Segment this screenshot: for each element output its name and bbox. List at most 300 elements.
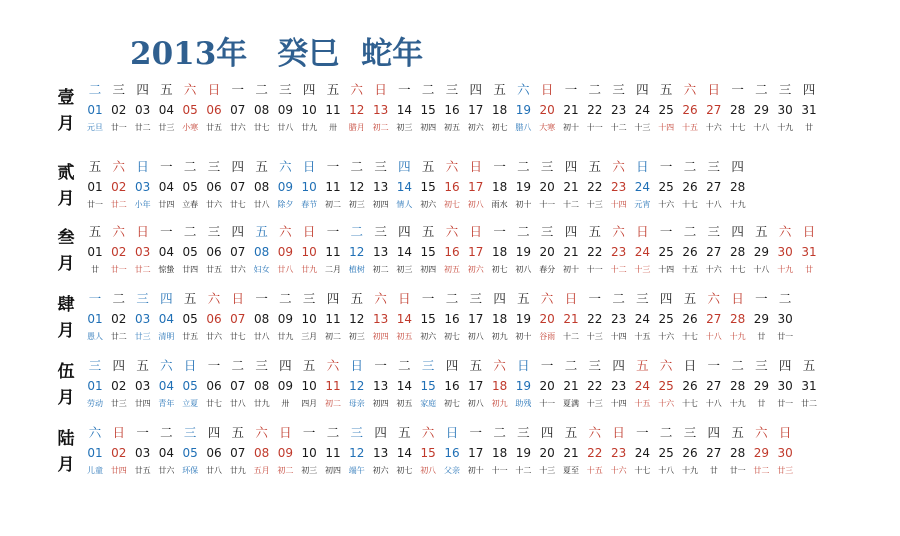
day-number: 12 [349,312,365,326]
lunar-label: 初二 [325,332,341,341]
day-cell [607,222,631,278]
day-number: 07 [230,379,246,393]
day-number: 08 [253,379,270,393]
weekday-label: 一 [564,82,578,97]
lunar-label: 十二 [515,466,532,475]
month-label [56,225,76,278]
weekday-label: 五 [421,159,435,174]
day-number: 28 [729,245,746,259]
day-number: 25 [658,379,674,393]
title-year: 2013年 [130,35,248,72]
weekday-label: 四 [493,291,506,306]
weekday-label: 二 [755,82,768,97]
day-cell [273,222,297,278]
weekday-label: 五 [588,159,602,174]
lunar-label: 清明 [158,332,175,341]
day-number: 14 [396,103,413,117]
weekday-label: 三 [755,358,768,373]
day-cell [416,80,440,136]
weekday-label: 四 [279,358,292,373]
weekday-label: 一 [398,82,411,97]
day-cell [273,157,297,213]
day-cell [797,222,821,278]
weekday-label: 一 [469,425,483,440]
day-cell [321,423,345,479]
day-number: 13 [372,245,389,259]
day-cell [607,289,631,345]
weekday-label: 六 [755,425,768,440]
weekday-label: 六 [445,159,459,174]
day-cell [226,80,250,136]
day-number: 25 [658,180,674,194]
lunar-label: 父亲 [444,466,460,475]
weekday-label: 三 [279,82,292,97]
day-number: 19 [515,312,532,326]
day-cell [83,157,107,213]
lunar-label: 廿三 [158,123,175,132]
lunar-label: 初十 [515,200,532,209]
day-number: 31 [801,379,817,393]
weekday-label: 五 [255,224,268,239]
lunar-label: 夏至 [563,466,579,475]
day-number: 23 [610,379,627,393]
day-cell [226,157,250,213]
weekday-label: 日 [636,159,649,174]
day-number: 08 [253,312,270,326]
lunar-label: 初五 [396,399,413,408]
day-number: 06 [206,103,222,117]
day-number: 04 [158,312,175,326]
weekday-label: 五 [564,425,578,440]
lunar-label: 环保 [182,466,199,475]
day-cell [83,289,107,345]
lunar-label: 十八 [753,265,770,274]
day-cell [178,222,202,278]
lunar-label: 十六 [705,123,722,132]
lunar-label: 廿七 [206,399,222,408]
day-number: 07 [230,245,246,259]
lunar-label: 廿九 [277,332,294,341]
weekday-label: 一 [231,82,245,97]
lunar-label: 腊月 [348,123,365,132]
day-number: 16 [444,379,460,393]
weekday-label: 六 [778,224,792,239]
month-label [56,359,76,412]
day-number: 10 [301,103,317,117]
weekday-label: 三 [136,291,149,306]
lunar-label: 廿二 [134,123,151,132]
day-number: 06 [206,180,222,194]
weekday-label: 一 [493,224,506,239]
weekday-label: 四 [445,358,459,373]
lunar-label: 廿七 [229,332,246,341]
day-number: 07 [230,103,246,117]
day-number: 15 [420,312,436,326]
day-cell [321,356,345,412]
lunar-label: 初五 [396,332,413,341]
day-cell [178,423,202,479]
day-cell [511,157,535,213]
weekday-label: 日 [302,159,316,174]
day-cell [297,222,321,278]
day-cell [464,157,488,213]
lunar-label: 初十 [467,466,484,475]
day-cell [607,157,631,213]
weekday-label: 二 [183,224,197,239]
day-cell [202,356,226,412]
day-number: 28 [729,379,746,393]
day-number: 17 [468,446,484,460]
weekday-label: 六 [350,82,364,97]
lunar-label: 初七 [396,466,413,475]
month-label-char: 月 [57,321,75,342]
day-cell [678,356,702,412]
weekday-label: 二 [612,291,625,306]
lunar-label: 元旦 [87,123,103,132]
weekday-label: 六 [445,224,459,239]
day-number: 14 [396,180,413,194]
day-cell [345,423,369,479]
month-label [56,85,76,138]
weekday-label: 一 [493,159,506,174]
lunar-label: 廿四 [158,200,175,209]
lunar-label: 廿 [709,466,718,475]
day-number: 06 [206,245,222,259]
day-number: 05 [182,446,198,460]
day-cell [321,157,345,213]
day-cell [202,222,226,278]
day-cell [250,356,274,412]
lunar-label: 小年 [134,200,151,209]
lunar-label: 廿八 [253,332,270,341]
day-cell [250,289,274,345]
day-number: 18 [491,245,508,259]
weekday-label: 五 [421,224,435,239]
day-cell [797,80,821,136]
lunar-label: 立夏 [182,399,199,408]
lunar-label: 四月 [301,399,318,408]
day-cell [297,157,321,213]
day-cell [345,289,369,345]
weekday-label: 一 [540,358,554,373]
day-number: 26 [682,446,698,460]
day-cell [392,356,416,412]
lunar-label: 十四 [610,399,627,408]
day-cell [345,356,369,412]
lunar-label: 十七 [682,399,698,408]
day-number: 07 [230,180,246,194]
day-number: 05 [182,103,198,117]
weekday-label: 四 [636,82,649,97]
lunar-label: 十四 [610,200,627,209]
weekday-label: 日 [207,82,221,97]
day-number: 25 [658,446,674,460]
weekday-label: 四 [326,291,340,306]
lunar-label: 初七 [444,399,460,408]
day-number: 13 [372,379,389,393]
day-cell [321,80,345,136]
day-cell [226,356,250,412]
lunar-label: 十七 [682,332,698,341]
lunar-label: 初二 [325,200,341,209]
day-number: 29 [753,379,770,393]
weekday-label: 日 [279,425,292,440]
weekday-label: 五 [350,291,364,306]
day-cell [107,80,131,136]
lunar-label: 初二 [372,123,389,132]
weekday-label: 五 [136,358,149,373]
day-cell [273,80,297,136]
day-number: 20 [539,103,555,117]
weekday-label: 日 [469,224,483,239]
weekday-label: 三 [207,224,221,239]
day-number: 23 [610,312,627,326]
day-cell [559,289,583,345]
weekday-label: 二 [421,82,435,97]
day-cell [131,356,155,412]
day-cell [297,356,321,412]
month-label-char: 月 [57,388,75,409]
lunar-label: 廿八 [253,200,270,209]
day-number: 06 [206,312,222,326]
lunar-label: 十一 [539,399,556,408]
day-cell [131,157,155,213]
day-cell [369,222,393,278]
weekday-label: 三 [540,159,554,174]
day-cell [416,222,440,278]
lunar-label: 廿六 [158,466,175,475]
day-number: 22 [587,103,603,117]
lunar-label: 植树 [348,265,365,274]
day-cell [107,423,131,479]
lunar-label: 十三 [634,123,651,132]
day-number: 03 [134,245,151,259]
lunar-label: 初四 [420,123,437,132]
day-cell [630,356,654,412]
day-cell [273,423,297,479]
day-cell [535,423,559,479]
day-cell [345,157,369,213]
lunar-label: 廿一 [777,399,794,408]
day-cell [273,356,297,412]
weekday-label: 五 [731,425,744,440]
day-cell [178,356,202,412]
day-number: 03 [134,103,151,117]
lunar-label: 廿六 [206,332,222,341]
lunar-label: 十四 [610,332,627,341]
day-cell [297,289,321,345]
day-number: 21 [563,180,579,194]
day-cell [726,423,750,479]
lunar-label: 十三 [634,265,651,274]
day-cell [202,157,226,213]
weekday-label: 三 [302,291,316,306]
weekday-label: 二 [517,159,530,174]
lunar-label: 十六 [658,200,675,209]
day-cell [154,423,178,479]
weekday-label: 二 [350,159,364,174]
lunar-label: 初三 [396,265,413,274]
day-number: 01 [87,245,103,259]
weekday-label: 六 [326,358,340,373]
lunar-label: 廿五 [182,332,199,341]
day-cell [369,289,393,345]
lunar-label: 春节 [301,200,318,209]
day-cell [583,157,607,213]
day-number: 02 [111,103,127,117]
weekday-label: 三 [207,159,221,174]
lunar-label: 初七 [444,332,460,341]
lunar-label: 廿四 [182,265,199,274]
day-number: 12 [349,245,365,259]
weekday-label: 六 [493,358,506,373]
day-number: 16 [444,103,460,117]
day-number: 08 [253,245,270,259]
weekday-label: 日 [540,82,554,97]
lunar-label: 惊蛰 [158,265,175,274]
lunar-label: 廿 [805,265,813,274]
lunar-label: 十一 [491,466,508,475]
weekday-label: 二 [731,358,744,373]
day-number: 12 [349,180,365,194]
day-number: 20 [539,245,555,259]
lunar-label: 十九 [682,466,698,475]
month-label-char: 月 [57,114,75,135]
day-cell [559,423,583,479]
lunar-label: 廿三 [110,399,127,408]
day-cell [749,80,773,136]
day-cell [107,222,131,278]
lunar-label: 廿一 [110,123,127,132]
weekday-label: 五 [469,358,483,373]
day-cell [440,356,464,412]
weekday-label: 二 [279,291,292,306]
day-cell [678,222,702,278]
lunar-label: 初八 [420,466,437,475]
lunar-label: 廿二 [753,466,770,475]
weekday-label: 一 [588,291,602,306]
day-number: 01 [87,446,103,460]
day-number: 06 [206,446,222,460]
lunar-label: 廿八 [206,466,222,475]
lunar-label: 初十 [563,265,579,274]
weekday-label: 四 [802,82,816,97]
lunar-label: 大寒 [539,123,556,132]
day-number: 23 [610,180,627,194]
day-number: 02 [111,245,127,259]
lunar-label: 十八 [658,466,675,475]
weekday-label: 三 [255,358,268,373]
day-number: 03 [134,180,151,194]
lunar-label: 初二 [277,466,294,475]
day-number: 02 [111,180,127,194]
day-number: 31 [801,103,817,117]
weekday-label: 日 [517,358,530,373]
day-number: 19 [515,379,532,393]
weekday-label: 三 [540,224,554,239]
day-cell [488,157,512,213]
day-number: 05 [182,245,198,259]
day-cell [749,423,773,479]
lunar-label: 廿九 [253,399,270,408]
day-number: 24 [634,379,651,393]
lunar-label: 廿一 [777,332,794,341]
lunar-label: 初七 [491,123,508,132]
day-number: 24 [634,245,651,259]
lunar-label: 十二 [610,123,627,132]
lunar-label: 十七 [634,466,651,475]
calendar-title [130,28,423,72]
weekday-label: 一 [255,291,268,306]
lunar-label: 廿四 [110,466,127,475]
lunar-label: 廿七 [229,200,246,209]
weekday-label: 三 [588,358,602,373]
lunar-label: 廿三 [134,332,151,341]
weekday-label: 一 [88,291,102,306]
weekday-label: 二 [445,291,459,306]
weekday-label: 一 [326,224,340,239]
lunar-label: 初三 [301,466,318,475]
day-number: 21 [563,103,579,117]
day-number: 25 [658,245,674,259]
weekday-label: 日 [778,425,792,440]
weekday-label: 六 [588,425,602,440]
day-cell [226,423,250,479]
lunar-label: 廿六 [229,265,246,274]
day-cell [178,80,202,136]
day-number: 15 [420,245,436,259]
weekday-label: 一 [731,82,744,97]
day-cell [202,80,226,136]
day-cell [559,356,583,412]
day-number: 08 [253,180,270,194]
day-number: 19 [515,180,532,194]
day-number: 27 [706,103,722,117]
day-number: 18 [491,103,508,117]
lunar-label: 十三 [586,399,603,408]
day-cell [131,423,155,479]
day-number: 09 [277,312,294,326]
day-number: 01 [87,379,103,393]
weekday-label: 三 [88,358,102,373]
lunar-label: 初九 [491,399,508,408]
day-number: 28 [729,180,746,194]
weekday-label: 四 [778,358,792,373]
day-number: 05 [182,312,198,326]
weekday-label: 一 [207,358,221,373]
lunar-label: 十五 [634,399,651,408]
weekday-label: 四 [231,224,245,239]
lunar-label: 廿六 [229,123,246,132]
day-cell [511,289,535,345]
day-cell [107,356,131,412]
lunar-label: 十二 [610,265,627,274]
day-number: 05 [182,180,198,194]
lunar-label: 廿六 [206,200,222,209]
day-cell [654,423,678,479]
lunar-label: 十三 [539,466,556,475]
day-cell [726,289,750,345]
lunar-label: 廿八 [229,399,246,408]
day-number: 07 [230,312,246,326]
day-number: 17 [468,245,484,259]
day-number: 26 [682,312,698,326]
lunar-label: 初六 [420,332,437,341]
day-number: 30 [777,379,793,393]
day-number: 11 [325,446,341,460]
day-number: 28 [729,312,746,326]
weekday-label: 日 [374,82,387,97]
